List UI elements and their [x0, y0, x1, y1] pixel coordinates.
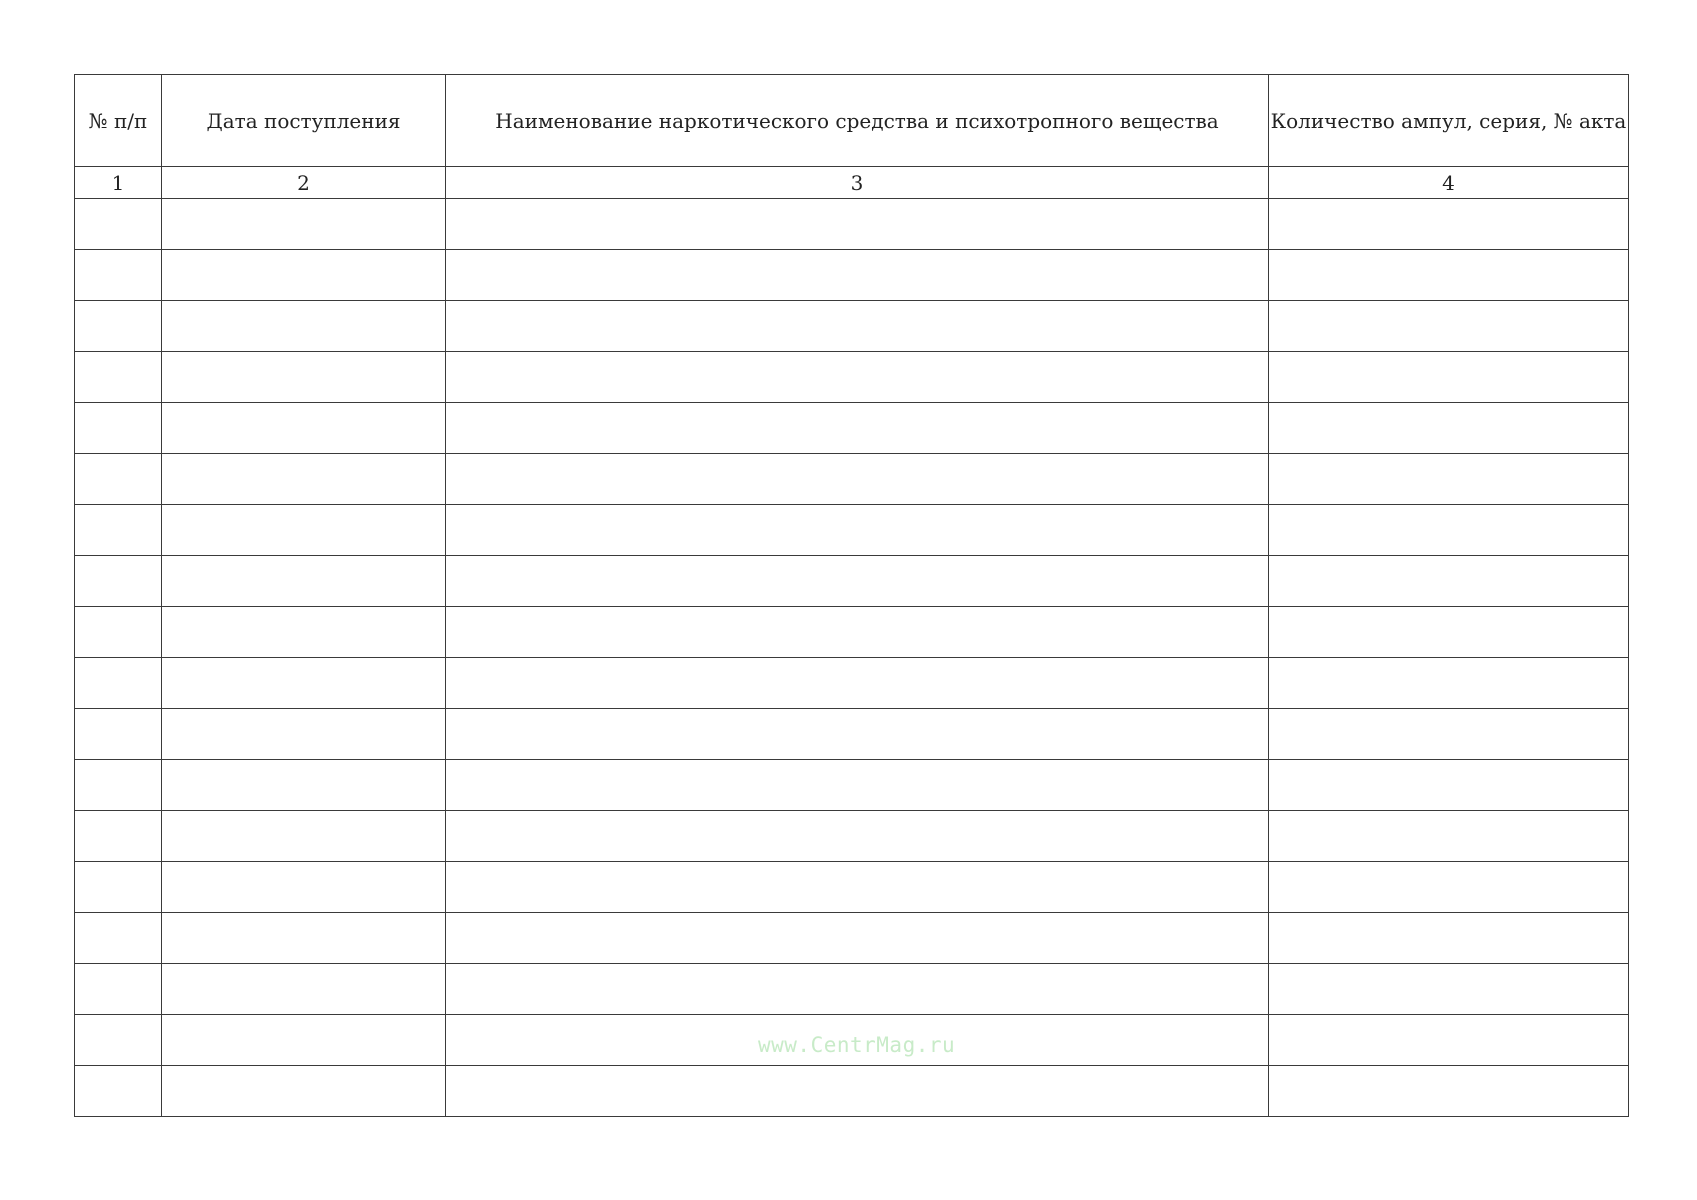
cell-number[interactable] — [75, 964, 162, 1015]
column-number-2: 2 — [162, 167, 446, 199]
cell-number[interactable] — [75, 199, 162, 250]
table-row — [75, 454, 1629, 505]
cell-substance-name[interactable] — [446, 964, 1269, 1015]
cell-receipt-date[interactable] — [162, 556, 446, 607]
table-row — [75, 352, 1629, 403]
cell-receipt-date[interactable] — [162, 1066, 446, 1117]
cell-substance-name[interactable] — [446, 505, 1269, 556]
table-row — [75, 403, 1629, 454]
column-number-4: 4 — [1269, 167, 1629, 199]
cell-number[interactable] — [75, 454, 162, 505]
cell-ampoule-quantity[interactable] — [1269, 556, 1629, 607]
cell-ampoule-quantity[interactable] — [1269, 250, 1629, 301]
table-row — [75, 862, 1629, 913]
table-row — [75, 760, 1629, 811]
cell-ampoule-quantity[interactable] — [1269, 1015, 1629, 1066]
register-table — [74, 74, 1629, 1117]
cell-ampoule-quantity[interactable] — [1269, 658, 1629, 709]
cell-receipt-date[interactable] — [162, 607, 446, 658]
cell-ampoule-quantity[interactable] — [1269, 1066, 1629, 1117]
table-row — [75, 1066, 1629, 1117]
cell-number[interactable] — [75, 505, 162, 556]
cell-receipt-date[interactable] — [162, 811, 446, 862]
header-ampoule-quantity: Количество ампул, серия, № акта — [1269, 75, 1629, 167]
header-substance-name: Наименование наркотического средства и психотропного вещества — [446, 75, 1269, 167]
cell-ampoule-quantity[interactable] — [1269, 607, 1629, 658]
cell-substance-name[interactable] — [446, 454, 1269, 505]
cell-ampoule-quantity[interactable] — [1269, 505, 1629, 556]
cell-receipt-date[interactable] — [162, 760, 446, 811]
cell-ampoule-quantity[interactable] — [1269, 199, 1629, 250]
table-row — [75, 913, 1629, 964]
table-row — [75, 301, 1629, 352]
cell-receipt-date[interactable] — [162, 505, 446, 556]
cell-receipt-date[interactable] — [162, 1015, 446, 1066]
cell-substance-name[interactable] — [446, 1066, 1269, 1117]
cell-substance-name[interactable] — [446, 658, 1269, 709]
column-number-1: 1 — [75, 167, 162, 199]
table-row — [75, 556, 1629, 607]
cell-substance-name[interactable] — [446, 709, 1269, 760]
table-row — [75, 250, 1629, 301]
cell-receipt-date[interactable] — [162, 913, 446, 964]
header-row — [75, 75, 1629, 167]
cell-number[interactable] — [75, 556, 162, 607]
table-row — [75, 658, 1629, 709]
watermark-text: www.CentrMag.ru — [758, 1033, 956, 1057]
table-body — [75, 199, 1629, 1117]
cell-receipt-date[interactable] — [162, 658, 446, 709]
cell-receipt-date[interactable] — [162, 250, 446, 301]
cell-ampoule-quantity[interactable] — [1269, 811, 1629, 862]
cell-ampoule-quantity[interactable] — [1269, 301, 1629, 352]
cell-substance-name[interactable] — [446, 556, 1269, 607]
cell-substance-name[interactable] — [446, 199, 1269, 250]
cell-number[interactable] — [75, 760, 162, 811]
cell-receipt-date[interactable] — [162, 301, 446, 352]
table-row — [75, 964, 1629, 1015]
cell-receipt-date[interactable] — [162, 199, 446, 250]
cell-number[interactable] — [75, 250, 162, 301]
cell-ampoule-quantity[interactable] — [1269, 862, 1629, 913]
cell-number[interactable] — [75, 658, 162, 709]
cell-ampoule-quantity[interactable] — [1269, 403, 1629, 454]
cell-substance-name[interactable] — [446, 403, 1269, 454]
cell-number[interactable] — [75, 811, 162, 862]
column-number-row — [75, 167, 1629, 199]
cell-receipt-date[interactable] — [162, 964, 446, 1015]
cell-substance-name[interactable] — [446, 607, 1269, 658]
cell-ampoule-quantity[interactable] — [1269, 760, 1629, 811]
table-row — [75, 811, 1629, 862]
cell-substance-name[interactable] — [446, 301, 1269, 352]
cell-receipt-date[interactable] — [162, 352, 446, 403]
cell-number[interactable] — [75, 1066, 162, 1117]
table-row — [75, 199, 1629, 250]
cell-substance-name[interactable] — [446, 913, 1269, 964]
cell-receipt-date[interactable] — [162, 454, 446, 505]
cell-number[interactable] — [75, 709, 162, 760]
cell-substance-name[interactable] — [446, 352, 1269, 403]
cell-substance-name[interactable] — [446, 811, 1269, 862]
column-number-3: 3 — [446, 167, 1269, 199]
cell-ampoule-quantity[interactable] — [1269, 454, 1629, 505]
cell-ampoule-quantity[interactable] — [1269, 964, 1629, 1015]
cell-ampoule-quantity[interactable] — [1269, 352, 1629, 403]
cell-receipt-date[interactable] — [162, 862, 446, 913]
cell-substance-name[interactable] — [446, 250, 1269, 301]
cell-substance-name[interactable] — [446, 760, 1269, 811]
cell-number[interactable] — [75, 352, 162, 403]
cell-ampoule-quantity[interactable] — [1269, 913, 1629, 964]
table-row — [75, 607, 1629, 658]
table-row — [75, 709, 1629, 760]
cell-number[interactable] — [75, 607, 162, 658]
cell-number[interactable] — [75, 301, 162, 352]
cell-receipt-date[interactable] — [162, 403, 446, 454]
cell-number[interactable] — [75, 862, 162, 913]
cell-ampoule-quantity[interactable] — [1269, 709, 1629, 760]
header-receipt-date: Дата поступления — [162, 75, 446, 167]
cell-number[interactable] — [75, 913, 162, 964]
cell-number[interactable] — [75, 1015, 162, 1066]
cell-substance-name[interactable] — [446, 862, 1269, 913]
table-row — [75, 505, 1629, 556]
cell-number[interactable] — [75, 403, 162, 454]
cell-receipt-date[interactable] — [162, 709, 446, 760]
header-number: № п/п — [75, 75, 162, 167]
